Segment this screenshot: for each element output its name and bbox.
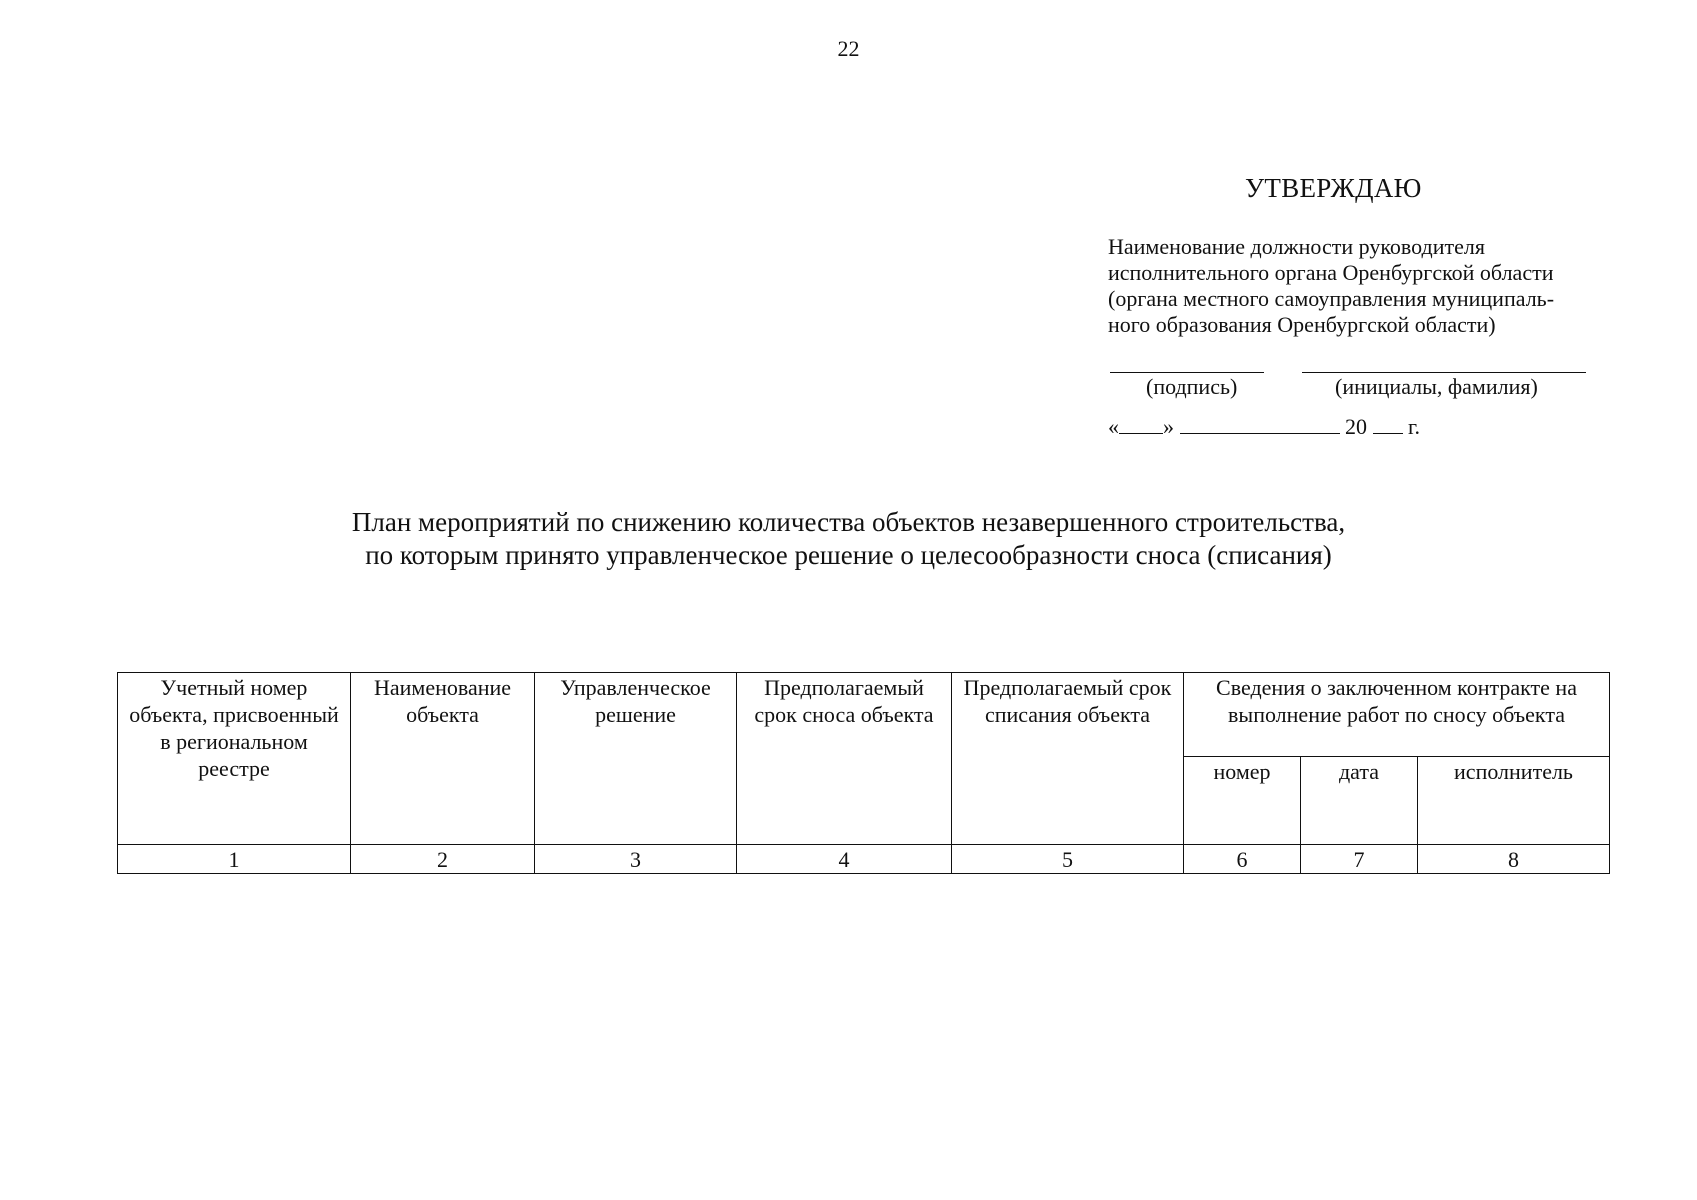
date-open-quote: « — [1108, 414, 1119, 439]
approval-date-line — [1108, 414, 1420, 440]
column-number-cell: 5 — [952, 845, 1184, 874]
subheader-cell: дата — [1301, 757, 1418, 845]
header-cell: Наименование объекта — [351, 673, 535, 845]
approver-position-line: ного образования Оренбургской области) — [1108, 312, 1496, 337]
month-blank — [1180, 415, 1340, 434]
column-number-cell: 8 — [1418, 845, 1610, 874]
year-prefix: 20 — [1345, 414, 1367, 439]
approver-position-line: (органа местного самоуправления муниципаль- — [1108, 286, 1555, 311]
header-cell: Предполагаемый срок списания объекта — [952, 673, 1184, 845]
header-cell: Предполагаемый срок сноса объекта — [737, 673, 952, 845]
subheader-cell: исполнитель — [1418, 757, 1610, 845]
signature-caption: (подпись) — [1146, 374, 1238, 399]
date-close-quote: » — [1163, 414, 1174, 439]
header-cell: Управленческое решение — [535, 673, 737, 845]
day-blank — [1119, 415, 1163, 434]
approval-heading: УТВЕРЖДАЮ — [1245, 173, 1422, 203]
name-blank-line — [1302, 372, 1586, 373]
signature-blank-line — [1110, 372, 1264, 373]
contract-group-header: Сведения о заключенном контракте на выполнение работ по сносу объекта — [1184, 673, 1610, 757]
year-blank — [1373, 415, 1403, 434]
approver-position — [1108, 234, 1608, 338]
plan-title-line: План мероприятий по снижению количества объектов незавершенного строительства, — [351, 507, 1346, 537]
year-suffix: г. — [1408, 414, 1421, 439]
table-header-row — [118, 673, 1610, 757]
plan-title — [0, 506, 1697, 572]
column-number-cell: 6 — [1184, 845, 1301, 874]
subheader-cell: номер — [1184, 757, 1301, 845]
column-number-row — [118, 845, 1610, 874]
plan-title-line: по которым принято управленческое решение о целесообразности сноса (списания) — [365, 540, 1332, 570]
column-number-cell: 7 — [1301, 845, 1418, 874]
header-cell: Учетный номер объекта, присвоенный в региональном реестре — [118, 673, 351, 845]
column-number-cell: 1 — [118, 845, 351, 874]
approver-position-line: Наименование должности руководителя — [1108, 234, 1485, 259]
page-number: 22 — [837, 36, 860, 61]
approver-position-line: исполнительного органа Оренбургской области — [1108, 260, 1554, 285]
column-number-cell: 2 — [351, 845, 535, 874]
name-caption: (инициалы, фамилия) — [1335, 374, 1538, 399]
plan-table — [117, 672, 1610, 874]
column-number-cell: 3 — [535, 845, 737, 874]
column-number-cell: 4 — [737, 845, 952, 874]
